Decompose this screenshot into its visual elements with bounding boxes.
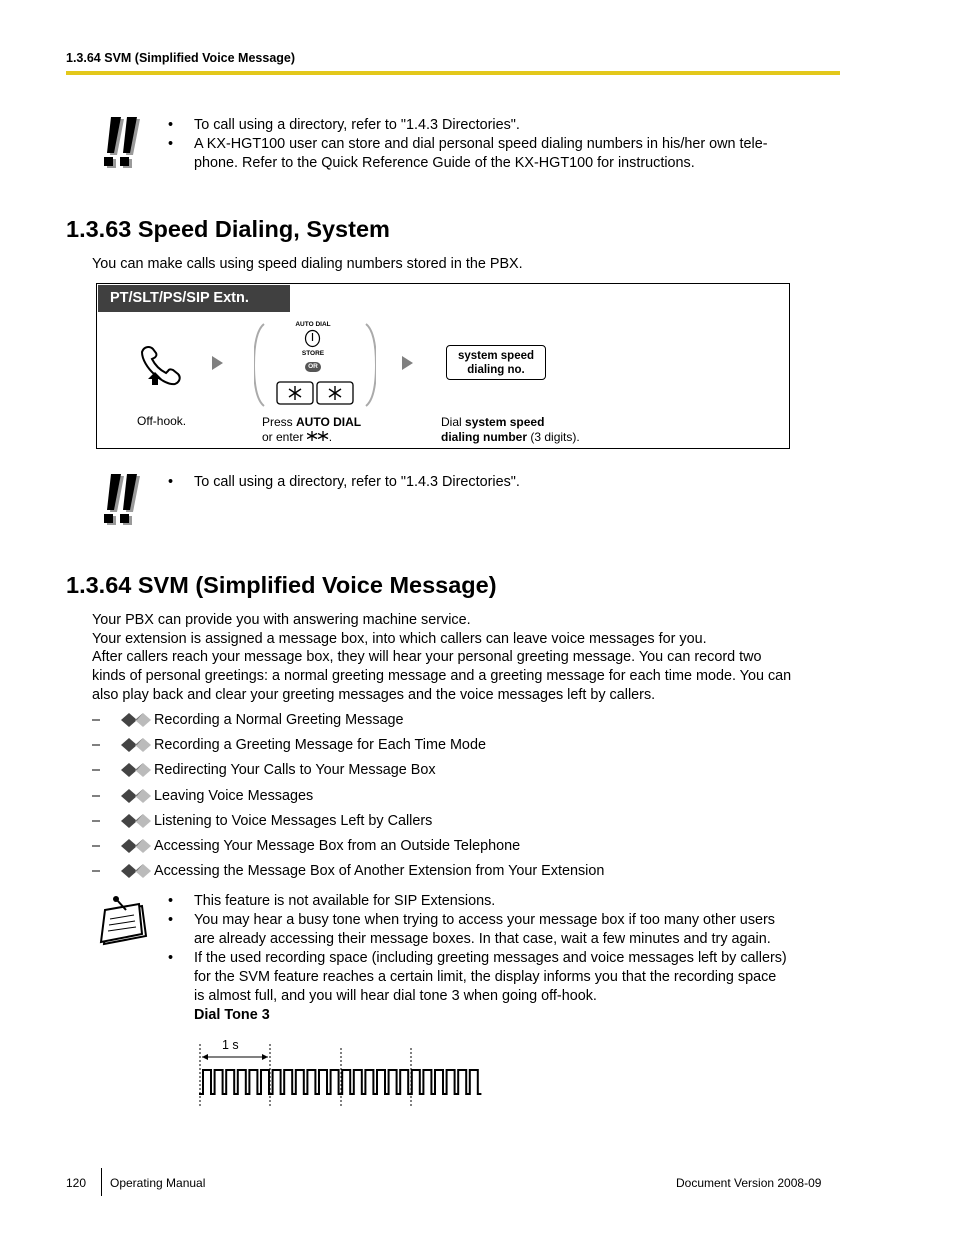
list-dash: –	[92, 838, 101, 855]
section-title: 1.3.64 SVM (Simplified Voice Message)	[66, 572, 497, 598]
feature-link-label[interactable]: Recording a Greeting Message for Each Time Mode	[154, 736, 486, 753]
list-dash: –	[92, 711, 101, 728]
note-list	[168, 892, 848, 1025]
cross-reference-icon	[120, 711, 154, 729]
feature-link-label[interactable]: Leaving Voice Messages	[154, 787, 314, 804]
key-line: dialing no.	[467, 364, 525, 376]
system-speed-dialing-key	[446, 345, 546, 380]
cross-reference-icon	[120, 736, 154, 754]
key-line: system speed	[457, 350, 535, 362]
auto-dial-button-icon	[304, 329, 321, 348]
cross-reference-icon	[120, 812, 154, 830]
note-list	[168, 116, 828, 173]
or-badge: OR	[305, 362, 321, 372]
note-item: • To call using a directory, refer to "1.4.3 Directories".	[168, 116, 828, 135]
section-title: 1.3.63 Speed Dialing, System	[66, 216, 390, 242]
running-header: 1.3.64 SVM (Simplified Voice Message)	[66, 51, 296, 65]
section-paragraph	[92, 611, 852, 705]
footer-version: Document Version 2008-09	[676, 1176, 822, 1190]
timing-label: 1 s	[222, 1038, 239, 1052]
memo-note-icon	[98, 894, 154, 948]
dial-tone-label: Dial Tone 3	[194, 1007, 270, 1023]
paragraph-line: Your extension is assigned a message box, into which callers can leave voice messages for you.	[92, 630, 707, 647]
note-item: • If the used recording space (including greeting messages and voice messages left by callers) for the SVM feature reaches a certain limit, the display informs you that the recording space is almost full, and you will hear dial tone 3 when going off-hook.	[168, 949, 848, 1006]
footer-manual: Operating Manual	[110, 1176, 206, 1190]
handset-offhook-icon	[136, 342, 186, 386]
feature-link-label[interactable]: Accessing the Message Box of Another Extension from Your Extension	[154, 863, 605, 880]
star-keys-icon	[276, 381, 354, 405]
feature-link-item[interactable]	[92, 707, 604, 732]
feature-link-item[interactable]	[92, 833, 604, 858]
paragraph-line: Your PBX can provide you with answering machine service.	[92, 612, 471, 628]
cross-reference-icon	[120, 837, 154, 855]
feature-link-label[interactable]: Accessing Your Message Box from an Outside Telephone	[154, 838, 521, 855]
list-dash: –	[92, 863, 101, 880]
feature-link-label[interactable]: Listening to Voice Messages Left by Callers	[154, 812, 433, 829]
note-item: • You may hear a busy tone when trying to access your message box if too many other users are already accessing their message boxes. In that case, wait a few minutes and try again.	[168, 911, 848, 949]
feature-link-item[interactable]	[92, 783, 604, 808]
cross-reference-icon	[120, 761, 154, 779]
paragraph-line: kinds of personal greetings: a normal greeting message and a greeting message for each time mode. You can	[92, 668, 792, 685]
feature-link-item[interactable]	[92, 808, 604, 833]
warning-icon	[100, 472, 142, 528]
list-dash: –	[92, 787, 101, 804]
list-dash: –	[92, 762, 101, 779]
paragraph-line: also play back and clear your greeting messages and the voice messages left by callers.	[92, 686, 656, 703]
cross-reference-icon	[120, 862, 154, 880]
warning-icon	[100, 115, 142, 171]
page-number: 120	[66, 1176, 87, 1190]
auto-dial-label: AUTO DIAL	[295, 321, 331, 328]
footer-divider	[101, 1168, 102, 1196]
procedure-tab: PT/SLT/PS/SIP Extn.	[98, 285, 290, 312]
store-label: STORE	[301, 350, 325, 357]
step-caption-dial: Dial system speed dialing number (3 digits).	[441, 415, 580, 444]
feature-link-label[interactable]: Recording a Normal Greeting Message	[154, 711, 404, 728]
feature-link-list	[92, 707, 604, 884]
step-caption-offhook: Off-hook.	[137, 414, 187, 428]
feature-link-label[interactable]: Redirecting Your Calls to Your Message Box	[154, 762, 436, 779]
step-caption-auto-dial: Press AUTO DIAL or enter .	[262, 415, 362, 444]
feature-link-item[interactable]	[92, 732, 604, 757]
header-rule	[66, 71, 840, 75]
double-star-icon	[307, 431, 329, 441]
dial-tone-waveform	[195, 1036, 495, 1110]
arrow-right-icon	[212, 356, 223, 370]
cross-reference-icon	[120, 787, 154, 805]
note-item: • A KX-HGT100 user can store and dial personal speed dialing numbers in his/her own tele- phone. Refer to the Quick Reference Guide of the KX-HGT100 for instructions.	[168, 135, 828, 173]
note-item: • This feature is not available for SIP Extensions.	[168, 892, 848, 911]
note-item: • To call using a directory, refer to "1.4.3 Directories".	[168, 473, 828, 492]
arrow-right-icon	[402, 356, 413, 370]
section-intro: You can make calls using speed dialing numbers stored in the PBX.	[92, 256, 523, 272]
feature-link-item[interactable]	[92, 758, 604, 783]
paragraph-line: After callers reach your message box, they will hear your personal greeting message. You can record two	[92, 649, 762, 666]
list-dash: –	[92, 812, 101, 829]
list-dash: –	[92, 736, 101, 753]
feature-link-item[interactable]	[92, 859, 604, 884]
note-list	[168, 473, 828, 492]
